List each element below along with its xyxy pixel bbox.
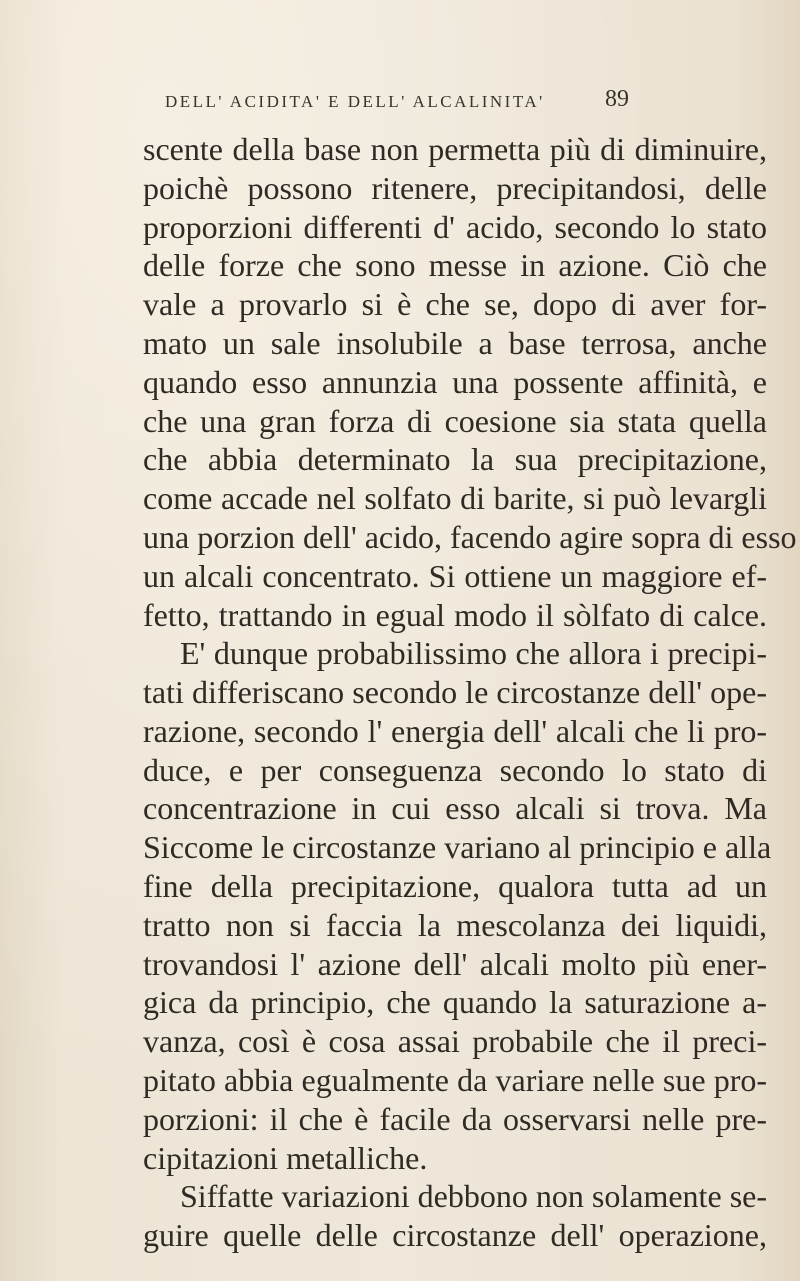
text-line: E' dunque probabilissimo che allora i precipi- bbox=[180, 635, 767, 672]
text-line: che abbia determinato la sua precipitazione, bbox=[143, 441, 767, 478]
text-line: concentrazione in cui esso alcali si trova. Ma bbox=[143, 790, 767, 827]
text-line: come accade nel solfato di barite, si può levargli bbox=[143, 480, 767, 517]
text-line: Siffatte variazioni debbono non solamente se- bbox=[180, 1178, 767, 1215]
text-line: cipitazioni metalliche. bbox=[143, 1139, 428, 1176]
text-line: tati differiscano secondo le circostanze dell' ope- bbox=[143, 674, 767, 711]
text-line: razione, secondo l' energia dell' alcali che li pro- bbox=[143, 712, 767, 749]
text-line: proporzioni differenti d' acido, secondo lo stato bbox=[143, 208, 767, 245]
text-line: duce, e per conseguenza secondo lo stato di bbox=[143, 751, 767, 788]
text-line: che una gran forza di coesione sia stata quella bbox=[143, 402, 767, 439]
text-line: un alcali concentrato. Si ottiene un maggiore ef- bbox=[143, 557, 767, 594]
text-line: fetto, trattando in egual modo il sòlfato di calce. bbox=[143, 596, 767, 633]
text-line: fine della precipitazione, qualora tutta ad un bbox=[143, 868, 767, 905]
text-line: trovandosi l' azione dell' alcali molto più ener- bbox=[143, 945, 767, 982]
text-line: pitato abbia egualmente da variare nelle sue pro- bbox=[143, 1062, 767, 1099]
text-line: porzioni: il che è facile da osservarsi nelle pre- bbox=[143, 1100, 767, 1137]
text-line: una porzion dell' acido, facendo agire sopra di esso bbox=[143, 518, 797, 555]
text-line: gica da principio, che quando la saturazione a- bbox=[143, 984, 767, 1021]
text-line: mato un sale insolubile a base terrosa, anche bbox=[143, 324, 767, 361]
text-line: vale a provarlo si è che se, dopo di aver for- bbox=[143, 286, 767, 323]
text-line: vanza, così è cosa assai probabile che il preci- bbox=[143, 1023, 767, 1060]
running-header: DELL' ACIDITA' E DELL' ALCALINITA' bbox=[165, 92, 545, 111]
page-number: 89 bbox=[605, 86, 629, 112]
text-line: tratto non si faccia la mescolanza dei liquidi, bbox=[143, 906, 767, 943]
text-line: scente della base non permetta più di diminuire, bbox=[143, 131, 767, 167]
text-line: poichè possono ritenere, precipitandosi, delle bbox=[143, 169, 767, 206]
text-line: Siccome le circostanze variano al principio e alla bbox=[143, 829, 772, 866]
text-line: delle forze che sono messe in azione. Ciò che bbox=[143, 247, 767, 284]
text-line: guire quelle delle circostanze dell' operazione, bbox=[143, 1217, 767, 1254]
text-line: quando esso annunzia una possente affinità, e bbox=[143, 363, 767, 400]
